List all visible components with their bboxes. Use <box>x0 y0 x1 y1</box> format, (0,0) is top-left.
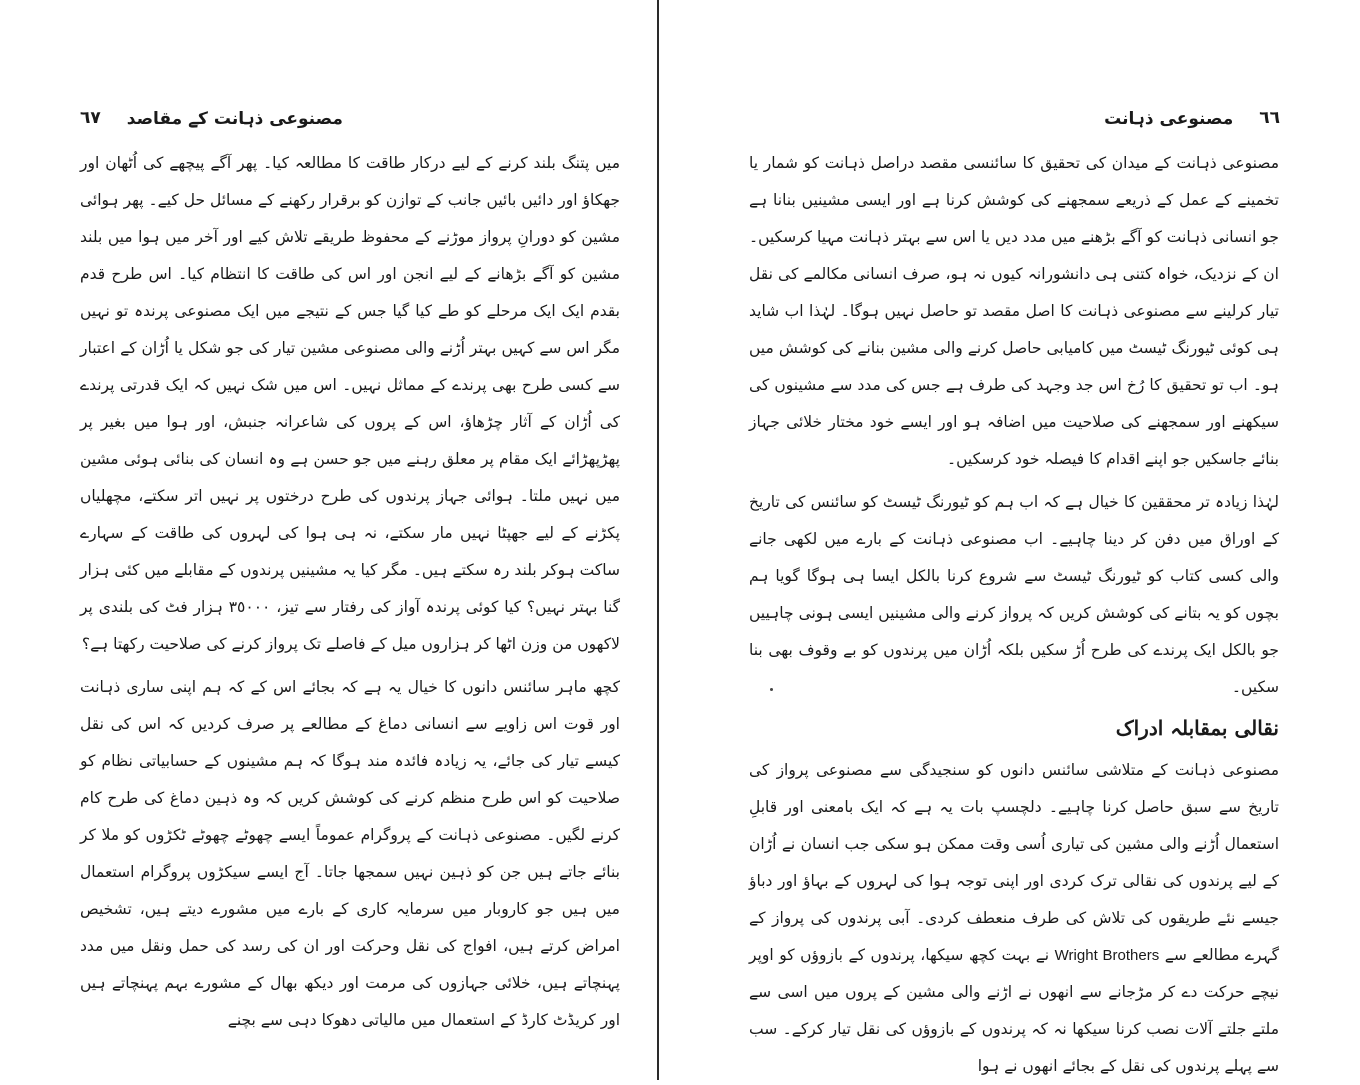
left-paragraph-2: کچھ ماہر سائنس دانوں کا خیال یہ ہے کہ بجائے اس کے کہ ہم اپنی ساری ذہانت اور قوت اس زاویے سے انسانی دماغ کے مطالعے پر صرف کردیں کہ اس کی نقل کیسے تیار کی جائے، یہ زیادہ فائدہ مند ہوگا کہ ہم مشینوں کے حسابیاتی نظام کو صلاحیت کو اس طرح منظم کرنے کی کوشش کریں کہ وہ ذہین دماغ کی طرح کام کرنے لگیں۔ مصنوعی ذہانت کے پروگرام عموماً ایسے چھوٹے چھوٹے ٹکڑوں کو ملا کر بنائے جاتے ہیں جن کو ذہین نہیں سمجھا جاتا۔ آج ایسے سیکڑوں پروگرام استعمال میں ہیں جو کاروبار میں سرمایہ کاری کے بارے میں مشورے دیتے ہیں، تشخیص امراض کرتے ہیں، افواج کی نقل وحرکت اور ان کی رسد کی حمل ونقل میں مدد پہنچاتے ہیں، خلائی جہازوں کی مرمت اور دیکھ بھال کے مشورے بہم پہنچاتے ہیں اور کریڈٹ کارڈ کے استعمال میں مالیاتی دھوکا دہی سے بچنے <box>80 678 620 1029</box>
wright-brothers-term: Wright Brothers <box>1054 947 1160 964</box>
section-heading: نقالی بمقابلہ ادراک <box>1115 716 1279 740</box>
right-paragraph-3 <box>749 752 1279 1085</box>
left-page-running-title: مصنوعی ذہانت کے مقاصد <box>126 108 343 129</box>
right-page <box>661 0 1360 1080</box>
right-page-running-title: مصنوعی ذہانت <box>1104 108 1234 129</box>
right-paragraph-3-end: نے بہت کچھ سیکھا، پرندوں کے بازوؤں کو اوپر نیچے حرکت دے کر مڑجانے سے انھوں نے اڑنے والی مشین کے پروں میں اسی سے ملتے جلتے آلات نصب کرنا سیکھا نہ کہ پرندوں کے بازوؤں کی نقل تیار کرکے۔ سب سے پہلے پرندوں کی نقل کے بجائے انھوں نے ہوا <box>749 946 1279 1075</box>
book-gutter <box>657 0 659 1080</box>
left-page-body <box>80 145 620 1039</box>
scan-speck <box>770 688 773 691</box>
right-page-body <box>749 145 1279 1085</box>
right-paragraph-3-start: مصنوعی ذہانت کے متلاشی سائنس دانوں کو سنجیدگی سے مصنوعی پرواز کی تاریخ سے سبق حاصل کرنا چاہیے۔ دلچسپ بات یہ ہے کہ ایک بامعنی اور قابلِ استعمال اُڑنے والی مشین کی تیاری اُسی وقت ممکن ہو سکی جب انسان نے اُڑان کے لیے پرندوں کی نقالی ترک کردی اور اپنی توجہ ہوا کی لہروں کے بہاؤ اور دباؤ جیسے نئے طریقوں کی تلاش کی طرف منعطف کردی۔ آبی پرندوں کی پرواز کے گہرے مطالعے سے <box>749 761 1280 964</box>
left-page-number: ٦٧ <box>80 108 101 128</box>
left-page <box>0 0 656 1080</box>
right-page-number: ٦٦ <box>1259 108 1280 128</box>
right-paragraph-2: لہٰذا زیادہ تر محققین کا خیال ہے کہ اب ہم کو ٹیورنگ ٹیسٹ کو سائنس کی تاریخ کے اوراق میں دفن کر دینا چاہیے۔ اب مصنوعی ذہانت کے بارے میں لکھی جانے والی کسی کتاب کو ٹیورنگ ٹیسٹ سے شروع کرنا بالکل ایسا ہی ہوگا گویا ہم بچوں کو یہ بتانے کی کوشش کریں کہ پرواز کرنے والی مشینیں ایسی ہونی چاہییں جو بالکل ایک پرندے کی طرح اُڑ سکیں بلکہ اُڑان میں پرندوں کو بے وقوف بھی بنا سکیں۔ <box>749 493 1279 696</box>
right-paragraph-1: مصنوعی ذہانت کے میدان کی تحقیق کا سائنسی مقصد دراصل ذہانت کو شمار یا تخمینے کے عمل کے ذریعے سمجھنے کی کوشش کرنا ہے اور ایسی مشینیں بنانا ہے جو انسانی ذہانت کو آگے بڑھنے میں مدد دیں یا اس سے بہتر ذہانت مہیا کرسکیں۔ ان کے نزدیک، خواہ کتنی ہی دانشورانہ کیوں نہ ہو، صرف انسانی مکالمے کی نقل تیار کرلینے سے مصنوعی ذہانت کا اصل مقصد تو حاصل نہیں ہوگا۔ لہٰذا اب شاید ہی کوئی ٹیورنگ ٹیسٹ میں کامیابی حاصل کرنے والی مشین بنانے کی کوشش میں ہو۔ اب تو تحقیق کا رُخ اس جد وجہد کی طرف ہے جس کی مدد سے مشینوں کی سیکھنے اور سمجھنے کی صلاحیت میں اضافہ ہو اور ایسے خود مختار خلائی جہاز بنائے جاسکیں جو اپنے اقدام کا فیصلہ خود کرسکیں۔ <box>749 154 1279 468</box>
right-page-header <box>691 100 1280 136</box>
left-page-header <box>80 100 626 136</box>
left-paragraph-1: میں پتنگ بلند کرنے کے لیے درکار طاقت کا مطالعہ کیا۔ پھر آگے پیچھے کی اُٹھان اور جھکاؤ اور دائیں بائیں جانب کے توازن کو برقرار رکھنے کے مسائل حل کیے۔ پھر ہوائی مشین کو دورانِ پرواز موڑنے کے محفوظ طریقے تلاش کیے اور آخر میں ہوا میں بلند مشین کو آگے بڑھانے کے لیے انجن اور اس کی طاقت کا انتظام کیا۔ اس طرح قدم بقدم ایک ایک مرحلے کو طے کیا گیا جس کے نتیجے میں ایک مصنوعی پرندہ تو نہیں مگر اس سے کہیں بہتر اُڑنے والی مصنوعی مشین تیار کی جو شکل یا اُڑان کے اعتبار سے کسی طرح بھی پرندے کے مماثل نہیں۔ اس میں شک نہیں کہ ایک قدرتی پرندے کی اُڑان کے آثار چڑھاؤ، اس کے پروں کی شاعرانہ جنبش، اور ہوا میں بغیر پر پھڑپھڑائے ایک مقام پر معلق رہنے میں جو حسن ہے وہ انسان کی بنائی ہوئی مشین میں نہیں ملتا۔ ہوائی جہاز پرندوں کی طرح درختوں پر نہیں اتر سکتے، مچھلیاں پکڑنے کے لیے جھپٹا نہیں مار سکتے، نہ ہی ہوا کی لہروں کی طاقت کے سہارے ساکت ہوکر بلند رہ سکتے ہیں۔ مگر کیا یہ مشینیں پرندوں کے مقابلے میں کئی ہزار گنا بہتر نہیں؟ کیا کوئی پرندہ آواز کی رفتار سے تیز، ٣٥٠٠٠ ہزار فٹ کی بلندی پر لاکھوں من وزن اٹھا کر ہزاروں میل کے فاصلے تک پرواز کرنے کی صلاحیت رکھتا ہے؟ <box>80 154 620 653</box>
